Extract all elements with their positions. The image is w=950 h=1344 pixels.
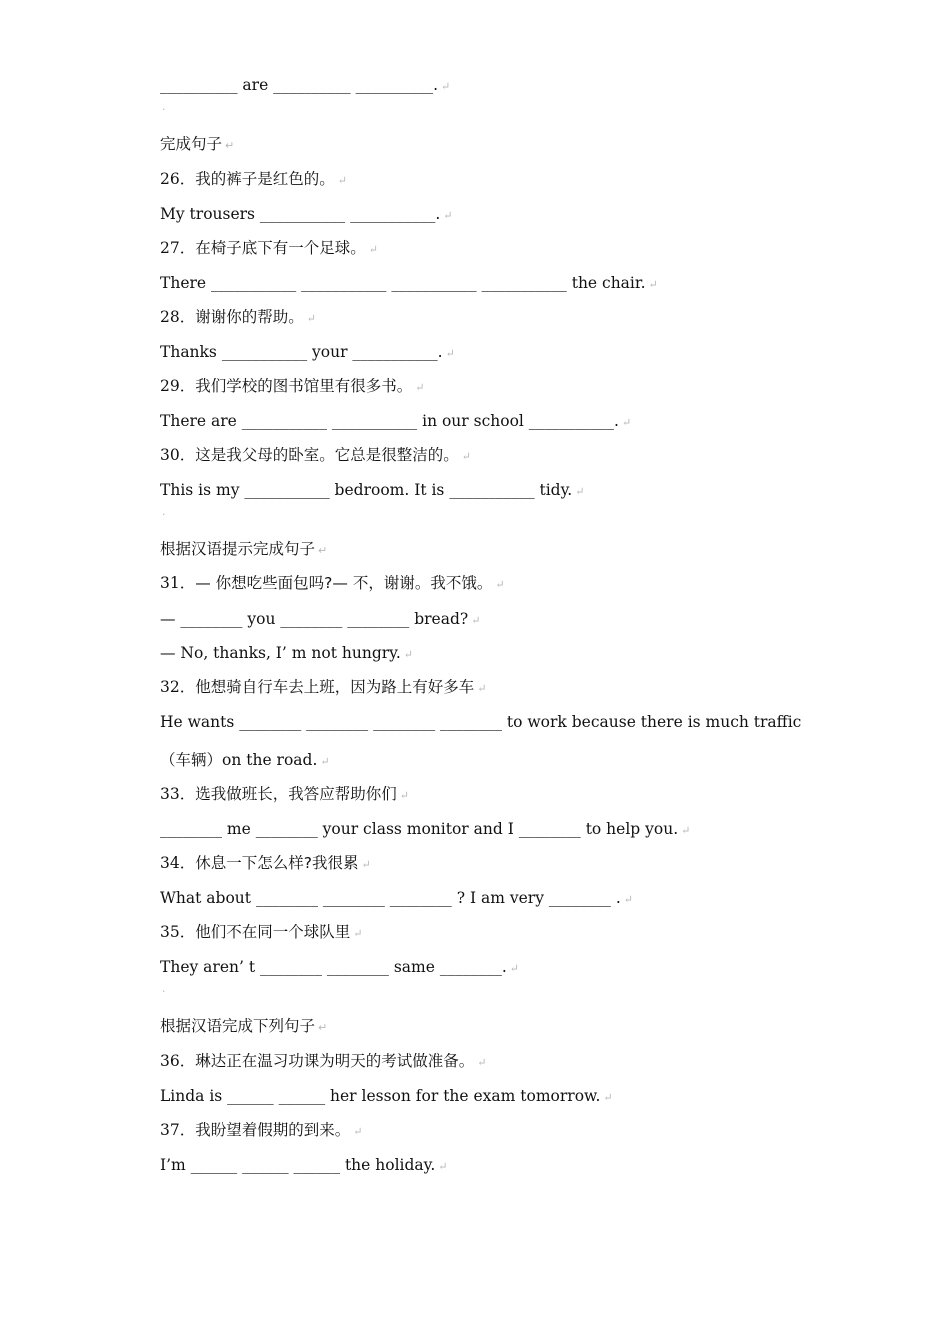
paragraph-mark: ↵ [575, 485, 585, 498]
question-prompt: 27．在椅子底下有一个足球。 ↵ [160, 239, 378, 257]
paragraph-mark: ↵ [337, 174, 347, 187]
empty-paragraph-mark: · [162, 103, 166, 116]
question-answer-line: They aren’ t ________ ________ same ________. ↵ [160, 958, 519, 976]
paragraph-mark: ↵ [621, 416, 632, 429]
question-prompt: 31．— 你想吃些面包吗?— 不，谢谢。我不饿。 ↵ [160, 574, 505, 592]
paragraph-mark: ↵ [623, 893, 633, 906]
question-prompt: 29．我们学校的图书馆里有很多书。 ↵ [160, 377, 425, 395]
paragraph-mark: ↵ [318, 544, 328, 557]
question-prompt: 33．选我做班长，我答应帮助你们 ↵ [160, 785, 409, 803]
paragraph-mark: ↵ [681, 824, 691, 837]
question-prompt: 32．他想骑自行车去上班，因为路上有好多车 ↵ [160, 678, 487, 696]
paragraph-mark: ↵ [438, 1160, 448, 1173]
empty-paragraph-mark: · [162, 985, 166, 998]
paragraph-mark: ↵ [368, 243, 378, 256]
paragraph-mark: ↵ [471, 614, 481, 627]
paragraph-mark: ↵ [353, 927, 363, 940]
question-prompt: 30．这是我父母的卧室。它总是很整洁的。 ↵ [160, 446, 471, 464]
section-title: 根据汉语完成下列句子 ↵ [160, 1017, 328, 1035]
question-prompt: 26．我的裤子是红色的。 ↵ [160, 170, 347, 188]
question-prompt: 28．谢谢你的帮助。 ↵ [160, 308, 316, 326]
paragraph-mark: ↵ [441, 80, 451, 93]
empty-paragraph-mark: · [162, 508, 166, 521]
paragraph-mark: ↵ [603, 1091, 613, 1104]
paragraph-mark: ↵ [461, 450, 471, 463]
question-answer-line: There are ___________ ___________ in our school ___________. ↵ [160, 412, 632, 430]
question-answer-line: Linda is ______ ______ her lesson for the exam tomorrow. ↵ [160, 1087, 613, 1105]
paragraph-mark: ↵ [648, 278, 658, 291]
paragraph-mark: ↵ [225, 139, 235, 152]
section-title: 完成句子 ↵ [160, 135, 235, 153]
question-answer-line: This is my ___________ bedroom. It is ___________ tidy. ↵ [160, 481, 585, 499]
question-answer-line: （车辆）on the road. ↵ [160, 751, 330, 769]
question-answer-line: — ________ you ________ ________ bread? ↵ [160, 610, 481, 628]
question-answer-line: — No, thanks, I’ m not hungry. ↵ [160, 644, 414, 662]
question-answer-line: He wants ________ ________ ________ ________ to work because there is much traffic [160, 713, 802, 731]
paragraph-mark: ↵ [318, 1021, 328, 1034]
question-answer-line: Thanks ___________ your ___________. ↵ [160, 343, 455, 361]
question-prompt: 36．琳达正在温习功课为明天的考试做准备。 ↵ [160, 1052, 487, 1070]
question-answer-line: I’m ______ ______ ______ the holiday. ↵ [160, 1156, 448, 1174]
question-answer-line: What about ________ ________ ________ ? I am very ________ . ↵ [160, 889, 633, 907]
paragraph-mark: ↵ [443, 209, 453, 222]
question-answer-line: My trousers ___________ ___________. ↵ [160, 205, 453, 223]
question-prompt: 35．他们不在同一个球队里 ↵ [160, 923, 363, 941]
paragraph-mark: ↵ [445, 347, 455, 360]
paragraph-mark: ↵ [509, 962, 519, 975]
paragraph-mark: ↵ [477, 682, 487, 695]
question-prompt: 37．我盼望着假期的到来。 ↵ [160, 1121, 363, 1139]
paragraph-mark: ↵ [415, 381, 425, 394]
question-answer-line: There ___________ ___________ ___________ ___________ the chair. ↵ [160, 274, 658, 292]
question-prompt: 34．休息一下怎么样?我很累 ↵ [160, 854, 371, 872]
paragraph-mark: ↵ [477, 1056, 487, 1069]
previous-question-tail: __________ are __________ __________. ↵ [160, 76, 451, 94]
paragraph-mark: ↵ [353, 1125, 363, 1138]
paragraph-mark: ↵ [361, 858, 371, 871]
section-title: 根据汉语提示完成句子 ↵ [160, 540, 328, 558]
paragraph-mark: ↵ [403, 648, 414, 661]
paragraph-mark: ↵ [495, 578, 505, 591]
paragraph-mark: ↵ [306, 312, 316, 325]
paragraph-mark: ↵ [399, 789, 409, 802]
question-answer-line: ________ me ________ your class monitor and I ________ to help you. ↵ [160, 820, 691, 838]
paragraph-mark: ↵ [320, 755, 330, 768]
